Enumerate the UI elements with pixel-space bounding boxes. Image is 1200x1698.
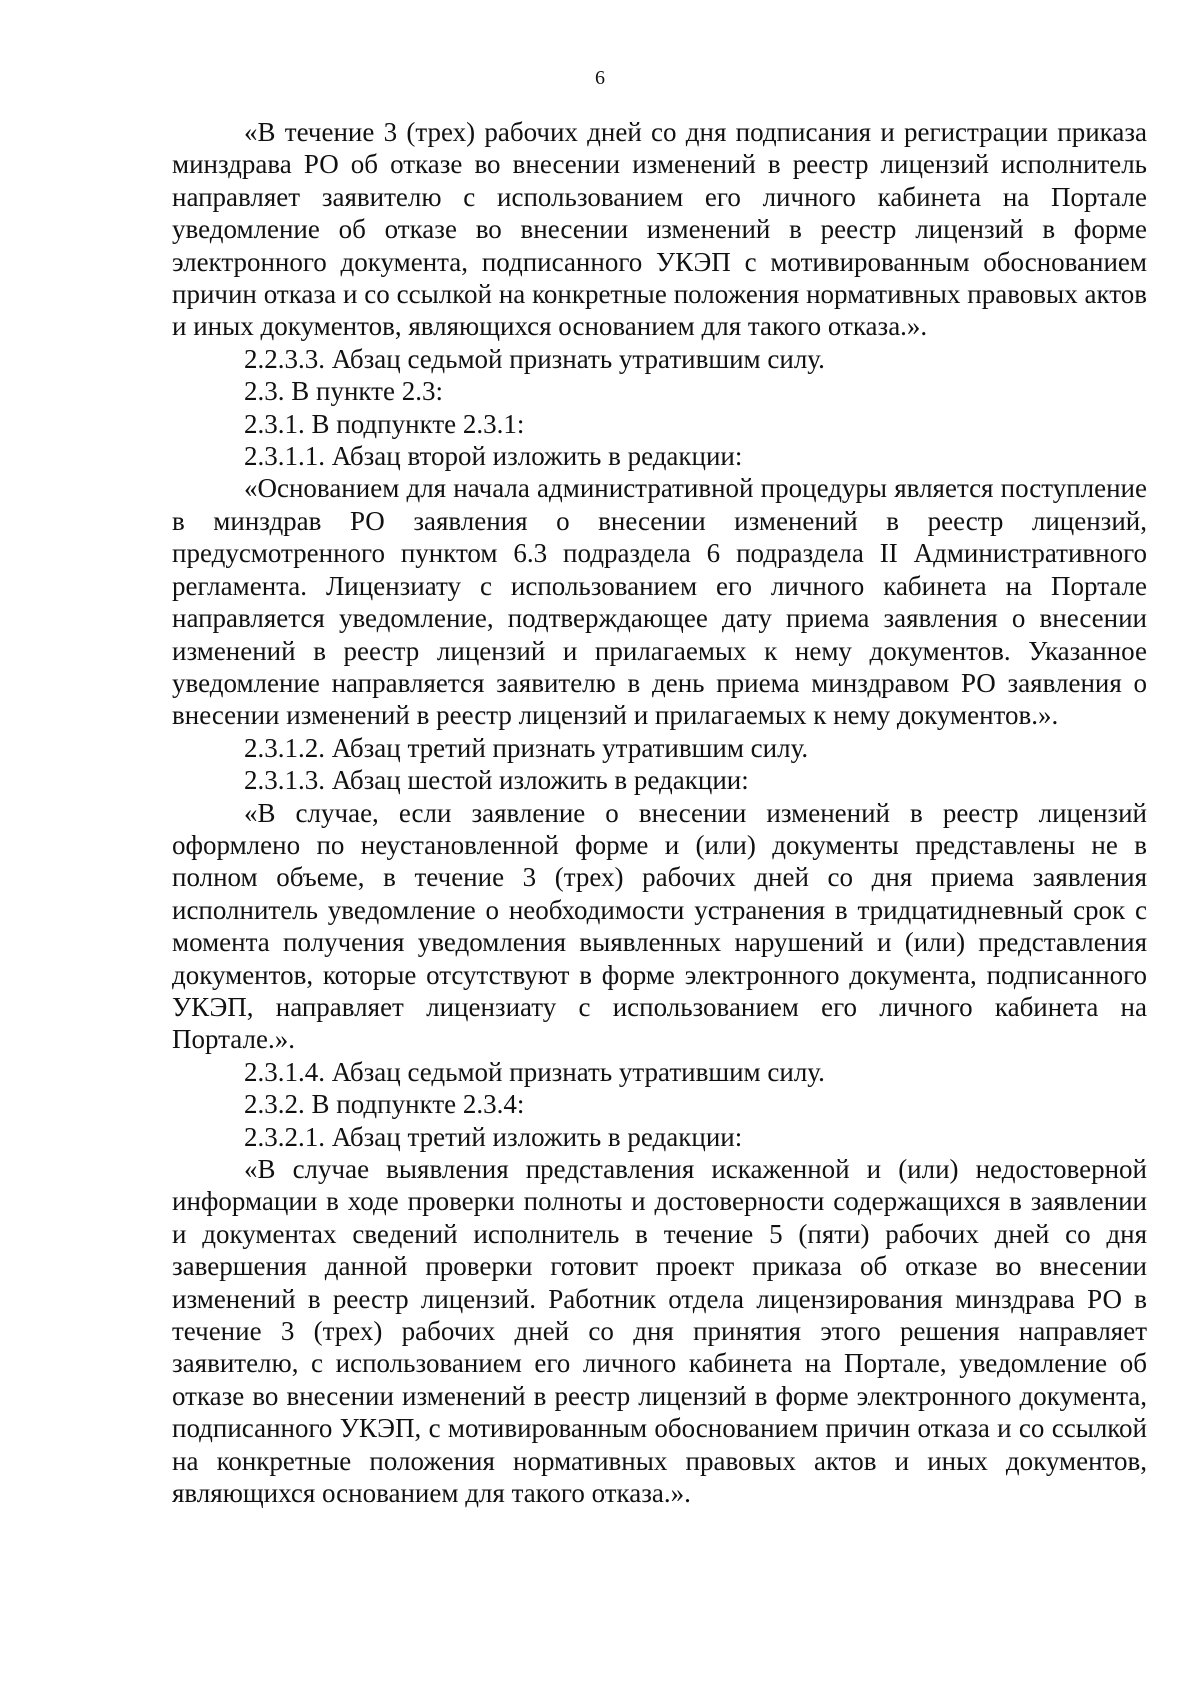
paragraph-quoted-false-information: «В случае выявления представления искаженной и (или) недостоверной информации в ходе проверки полноты и достоверности содержащихся в заявлении и документах сведений исполнитель в течение 5 (пяти) рабочих дней со дня завершения данной проверки готовит проект приказа об отказе во внесении изменений в реестр лицензий. Работник отдела лицензирования минздрава РО в течение 3 (трех) рабочих дней со дня принятия этого решения направляет заявителю, с использованием его личного кабинета на Портале, уведомление об отказе во внесении изменений в реестр лицензий в форме электронного документа, подписанного УКЭП, с мотивированным обоснованием причин отказа и со ссылкой на конкретные положения нормативных правовых актов и иных документов, являющихся основанием для такого отказа.».	[172, 1154, 1147, 1509]
paragraph-quoted-refusal-notice: «В течение 3 (трех) рабочих дней со дня подписания и регистрации приказа минздрава РО об отказе во внесении изменений в реестр лицензий исполнитель направляет заявителю с использованием его личного кабинета на Портале уведомление об отказе во внесении изменений в реестр лицензий в форме электронного документа, подписанного УКЭП с мотивированным обоснованием причин отказа и со ссылкой на конкретные положения нормативных правовых актов и иных документов, являющихся основанием для такого отказа.».	[172, 117, 1147, 342]
paragraph-2-3-1-1: 2.3.1.1. Абзац второй изложить в редакции:	[244, 441, 743, 472]
paragraph-2-3-1-4: 2.3.1.4. Абзац седьмой признать утратившим силу.	[244, 1056, 825, 1087]
paragraph-2-3-1-3: 2.3.1.3. Абзац шестой изложить в редакции:	[244, 765, 749, 796]
document-body	[172, 116, 1147, 1509]
paragraph-2-3-2-1: 2.3.2.1. Абзац третий изложить в редакции:	[244, 1121, 743, 1152]
page-number: 6	[595, 67, 605, 89]
paragraph-2-2-3-3: 2.2.3.3. Абзац седьмой признать утратившим силу.	[244, 343, 825, 374]
paragraph-2-3-1-2: 2.3.1.2. Абзац третий признать утратившим силу.	[244, 732, 809, 763]
paragraph-2-3-1: 2.3.1. В подпункте 2.3.1:	[244, 408, 525, 439]
paragraph-2-3: 2.3. В пункте 2.3:	[244, 376, 443, 407]
paragraph-quoted-procedure-basis: «Основанием для начала административной процедуры является поступление в минздрав РО заявления о внесении изменений в реестр лицензий, предусмотренного пунктом 6.3 подраздела 6 подраздела II Административного регламента. Лицензиату с использованием его личного кабинета на Портале направляется уведомление, подтверждающее дату приема заявления о внесении изменений в реестр лицензий и прилагаемых к нему документов. Указанное уведомление направляется заявителю в день приема минздравом РО заявления о внесении изменений в реестр лицензий и прилагаемых к нему документов.».	[172, 473, 1147, 731]
paragraph-2-3-2: 2.3.2. В подпункте 2.3.4:	[244, 1089, 525, 1120]
paragraph-quoted-incomplete-application: «В случае, если заявление о внесении изменений в реестр лицензий оформлено по неустановленной форме и (или) документы представлены не в полном объеме, в течение 3 (трех) рабочих дней со дня приема заявления исполнитель уведомление о необходимости устранения в тридцатидневный срок с момента получения уведомления выявленных нарушений и (или) представления документов, которые отсутствуют в форме электронного документа, подписанного УКЭП, направляет лицензиату с использованием его личного кабинета на Портале.».	[172, 797, 1147, 1055]
